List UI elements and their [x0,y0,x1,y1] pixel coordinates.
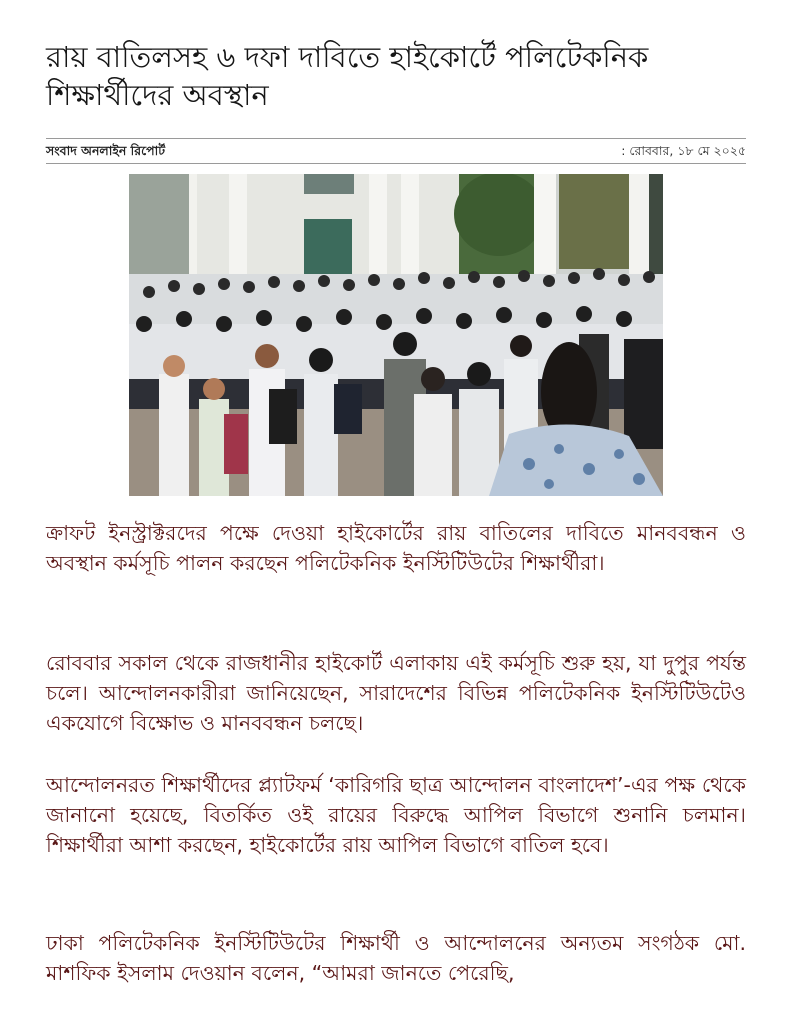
article-paragraph: আন্দোলনরত শিক্ষার্থীদের প্ল্যাটফর্ম ‘কারিগরি ছাত্র আন্দোলন বাংলাদেশ’-এর পক্ষ থেকে জানানো হয়েছে, বিতর্কিত ওই রায়ের বিরুদ্ধে আপিল বিভাগে শুনানি চলমান। শিক্ষার্থীরা আশা করছেন, হাইকোর্টের রায় আপিল বিভাগে বাতিল হবে। [46,773,746,857]
article-paragraph: ক্রাফট ইনস্ট্রাক্টরদের পক্ষে দেওয়া হাইকোর্টের রায় বাতিলের দাবিতে মানববন্ধন ও অবস্থান কর্মসূচি পালন করছেন পলিটেকনিক ইনস্টিটিউটের শিক্ষার্থীরা। [46,521,746,575]
protest-photo [129,174,663,496]
article-date: : রোববার, ১৮ মে ২০২৫ [621,143,746,158]
article-paragraph: ঢাকা পলিটেকনিক ইনস্টিটিউটের শিক্ষার্থী ও আন্দোলনের অন্যতম সংগঠক মো. মাশফিক ইসলাম দেওয়ান বলেন, “আমরা জানতে পেরেছি, [46,931,746,985]
article-paragraph: রোববার সকাল থেকে রাজধানীর হাইকোর্ট এলাকায় এই কর্মসূচি শুরু হয়, যা দুপুর পর্যন্ত চলে। আন্দোলনকারীরা জানিয়েছেন, সারাদেশের বিভিন্ন পলিটেকনিক ইনস্টিটিউটেও একযোগে বিক্ষোভ ও মানববন্ধন চলছে। [46,651,746,735]
meta-divider-top [46,138,746,139]
article-headline: রায় বাতিলসহ ৬ দফা দাবিতে হাইকোর্টে পলিটেকনিক শিক্ষার্থীদের অবস্থান [46,40,649,112]
meta-divider-bottom [46,163,746,164]
article-byline: সংবাদ অনলাইন রিপোর্ট [46,143,166,158]
